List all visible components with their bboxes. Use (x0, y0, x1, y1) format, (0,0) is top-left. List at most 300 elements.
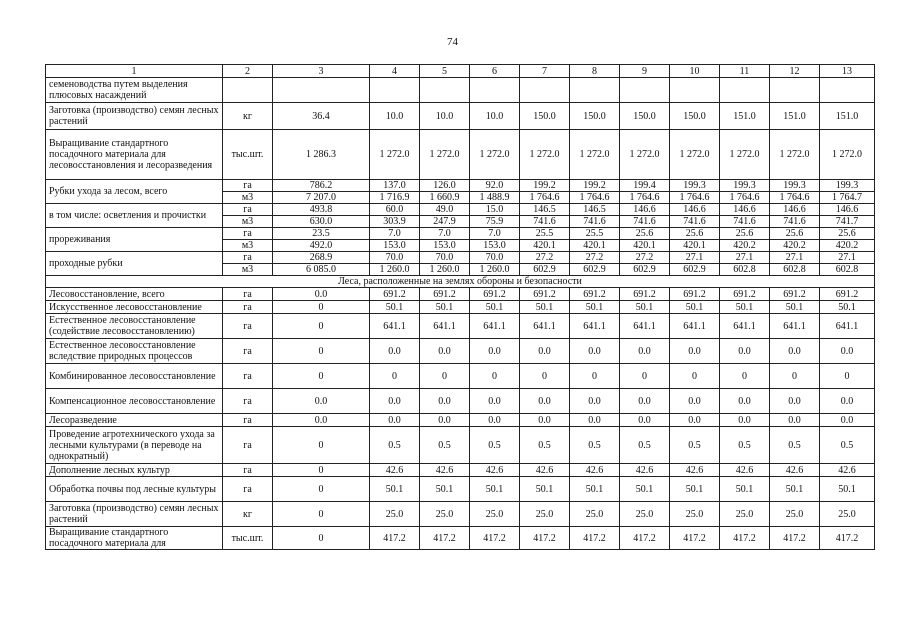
unit-cell: м3 (223, 240, 273, 252)
row-name-cell: Проведение агротехнического ухода за лесными культурами (в переводе на однократный) (46, 427, 223, 464)
column-number-cell: 9 (620, 65, 670, 78)
value-cell: 25.0 (620, 502, 670, 527)
value-cell: 1 272.0 (820, 130, 875, 180)
value-cell: 641.1 (520, 314, 570, 339)
value-cell: 0.0 (520, 339, 570, 364)
column-number-cell: 2 (223, 65, 273, 78)
value-cell: 25.5 (570, 228, 620, 240)
value-cell: 741.6 (520, 216, 570, 228)
value-cell: 1 272.0 (720, 130, 770, 180)
unit-cell: га (223, 427, 273, 464)
value-cell: 1 272.0 (370, 130, 420, 180)
value-cell: 150.0 (620, 103, 670, 130)
value-cell: 0 (520, 364, 570, 389)
value-cell: 641.1 (370, 314, 420, 339)
value-cell (370, 78, 420, 103)
value-cell: 0.5 (420, 427, 470, 464)
value-cell: 417.2 (670, 527, 720, 550)
unit-cell: га (223, 477, 273, 502)
value-cell: 50.1 (420, 301, 470, 314)
value-cell: 0 (273, 527, 370, 550)
forest-plan-table (45, 64, 875, 550)
row-name-cell: Заготовка (производство) семян лесных растений (46, 103, 223, 130)
value-cell: 1 764.6 (670, 192, 720, 204)
value-cell: 27.1 (670, 252, 720, 264)
value-cell: 25.6 (670, 228, 720, 240)
row-name-cell: Лесоразведение (46, 414, 223, 427)
value-cell: 0.0 (570, 414, 620, 427)
value-cell: 50.1 (570, 301, 620, 314)
value-cell: 25.0 (820, 502, 875, 527)
value-cell: 417.2 (820, 527, 875, 550)
value-cell: 50.1 (570, 477, 620, 502)
value-cell: 691.2 (620, 288, 670, 301)
unit-cell: га (223, 180, 273, 192)
value-cell: 691.2 (420, 288, 470, 301)
value-cell: 420.2 (720, 240, 770, 252)
value-cell: 247.9 (420, 216, 470, 228)
row-name-cell: Выращивание стандартного посадочного материала для (46, 527, 223, 550)
value-cell: 42.6 (770, 464, 820, 477)
value-cell: 417.2 (370, 527, 420, 550)
section-title: Леса, расположенные на землях обороны и безопасности (46, 276, 875, 288)
value-cell: 602.9 (520, 264, 570, 276)
value-cell: 42.6 (370, 464, 420, 477)
value-cell: 6 085.0 (273, 264, 370, 276)
value-cell: 0.0 (273, 389, 370, 414)
unit-cell: га (223, 339, 273, 364)
value-cell: 741.7 (820, 216, 875, 228)
value-cell: 0 (273, 502, 370, 527)
value-cell: 0.0 (820, 339, 875, 364)
value-cell: 25.0 (420, 502, 470, 527)
value-cell: 0 (273, 301, 370, 314)
table-row (46, 180, 875, 192)
table-row (46, 301, 875, 314)
value-cell (520, 78, 570, 103)
value-cell: 153.0 (420, 240, 470, 252)
value-cell: 493.8 (273, 204, 370, 216)
value-cell: 741.6 (770, 216, 820, 228)
unit-cell: га (223, 301, 273, 314)
row-name-cell: Естественное лесовосстановление вследствие природных процессов (46, 339, 223, 364)
table-row (46, 527, 875, 550)
value-cell: 0 (670, 364, 720, 389)
unit-cell (223, 78, 273, 103)
value-cell: 153.0 (370, 240, 420, 252)
value-cell: 199.3 (670, 180, 720, 192)
value-cell: 420.1 (620, 240, 670, 252)
unit-cell: га (223, 364, 273, 389)
value-cell: 1 272.0 (470, 130, 520, 180)
value-cell: 417.2 (420, 527, 470, 550)
value-cell: 786.2 (273, 180, 370, 192)
value-cell: 25.6 (620, 228, 670, 240)
value-cell: 50.1 (820, 477, 875, 502)
table-row (46, 228, 875, 240)
value-cell: 0.5 (620, 427, 670, 464)
value-cell: 23.5 (273, 228, 370, 240)
unit-cell: га (223, 228, 273, 240)
value-cell: 602.8 (770, 264, 820, 276)
value-cell: 1 764.6 (570, 192, 620, 204)
value-cell: 602.9 (670, 264, 720, 276)
column-number-cell: 8 (570, 65, 620, 78)
value-cell: 0.0 (420, 414, 470, 427)
value-cell (273, 78, 370, 103)
header-row (46, 65, 875, 78)
value-cell: 1 272.0 (520, 130, 570, 180)
value-cell: 50.1 (470, 301, 520, 314)
value-cell: 0.0 (670, 339, 720, 364)
table-row (46, 389, 875, 414)
value-cell: 1 716.9 (370, 192, 420, 204)
value-cell: 1 764.7 (820, 192, 875, 204)
value-cell: 0 (820, 364, 875, 389)
value-cell: 0.0 (620, 339, 670, 364)
value-cell: 417.2 (570, 527, 620, 550)
value-cell: 420.1 (520, 240, 570, 252)
value-cell: 10.0 (370, 103, 420, 130)
value-cell: 70.0 (370, 252, 420, 264)
value-cell: 0.5 (720, 427, 770, 464)
value-cell: 0 (273, 477, 370, 502)
table-row (46, 130, 875, 180)
value-cell: 1 660.9 (420, 192, 470, 204)
row-name-cell: Выращивание стандартного посадочного материала для лесовосстановления и лесоразведения (46, 130, 223, 180)
value-cell: 417.2 (520, 527, 570, 550)
value-cell (620, 78, 670, 103)
table-row (46, 78, 875, 103)
column-number-cell: 3 (273, 65, 370, 78)
value-cell: 0 (570, 364, 620, 389)
column-number-cell: 10 (670, 65, 720, 78)
value-cell: 630.0 (273, 216, 370, 228)
value-cell: 0.0 (720, 389, 770, 414)
value-cell: 0 (720, 364, 770, 389)
value-cell: 741.6 (670, 216, 720, 228)
value-cell: 417.2 (470, 527, 520, 550)
value-cell: 150.0 (570, 103, 620, 130)
value-cell: 151.0 (720, 103, 770, 130)
row-name-cell: Лесовосстановление, всего (46, 288, 223, 301)
value-cell: 0.0 (273, 288, 370, 301)
column-number-cell: 1 (46, 65, 223, 78)
value-cell: 303.9 (370, 216, 420, 228)
value-cell: 49.0 (420, 204, 470, 216)
value-cell: 42.6 (620, 464, 670, 477)
column-number-cell: 13 (820, 65, 875, 78)
value-cell: 75.9 (470, 216, 520, 228)
value-cell: 0.0 (770, 414, 820, 427)
value-cell: 420.2 (820, 240, 875, 252)
value-cell: 25.0 (670, 502, 720, 527)
value-cell: 50.1 (620, 301, 670, 314)
value-cell: 602.8 (720, 264, 770, 276)
value-cell: 50.1 (370, 477, 420, 502)
unit-cell: м3 (223, 216, 273, 228)
value-cell: 0 (273, 314, 370, 339)
value-cell: 1 764.6 (520, 192, 570, 204)
value-cell: 0.0 (470, 414, 520, 427)
value-cell: 691.2 (470, 288, 520, 301)
value-cell: 7.0 (420, 228, 470, 240)
value-cell: 7.0 (470, 228, 520, 240)
value-cell (570, 78, 620, 103)
value-cell: 691.2 (370, 288, 420, 301)
value-cell: 641.1 (820, 314, 875, 339)
row-name-cell: Рубки ухода за лесом, всего (46, 180, 223, 204)
value-cell: 0.0 (470, 339, 520, 364)
unit-cell: га (223, 464, 273, 477)
column-number-cell: 4 (370, 65, 420, 78)
value-cell: 1 272.0 (570, 130, 620, 180)
value-cell: 60.0 (370, 204, 420, 216)
value-cell: 641.1 (570, 314, 620, 339)
value-cell: 0.0 (520, 389, 570, 414)
row-name-cell: семеноводства путем выделения плюсовых насаждений (46, 78, 223, 103)
value-cell: 0.0 (420, 389, 470, 414)
value-cell: 199.4 (620, 180, 670, 192)
unit-cell: га (223, 314, 273, 339)
value-cell: 0 (620, 364, 670, 389)
row-name-cell: Искусственное лесовосстановление (46, 301, 223, 314)
value-cell: 50.1 (670, 477, 720, 502)
value-cell: 1 272.0 (420, 130, 470, 180)
row-name-cell: Естественное лесовосстановление (содействие лесовосстановлению) (46, 314, 223, 339)
value-cell (670, 78, 720, 103)
value-cell: 27.2 (570, 252, 620, 264)
value-cell: 36.4 (273, 103, 370, 130)
value-cell: 602.8 (820, 264, 875, 276)
column-number-cell: 12 (770, 65, 820, 78)
section-row (46, 276, 875, 288)
value-cell: 146.6 (820, 204, 875, 216)
row-name-cell: прореживания (46, 228, 223, 252)
unit-cell: га (223, 288, 273, 301)
table-row (46, 339, 875, 364)
value-cell: 50.1 (720, 477, 770, 502)
value-cell: 1 764.6 (770, 192, 820, 204)
value-cell: 27.1 (770, 252, 820, 264)
value-cell: 15.0 (470, 204, 520, 216)
value-cell: 50.1 (620, 477, 670, 502)
value-cell: 25.5 (520, 228, 570, 240)
value-cell: 151.0 (770, 103, 820, 130)
row-name-cell: Заготовка (производство) семян лесных растений (46, 502, 223, 527)
row-name-cell: Обработка почвы под лесные культуры (46, 477, 223, 502)
value-cell: 0.0 (370, 414, 420, 427)
value-cell: 0.5 (570, 427, 620, 464)
value-cell: 420.2 (770, 240, 820, 252)
value-cell: 492.0 (273, 240, 370, 252)
value-cell: 50.1 (770, 301, 820, 314)
value-cell: 27.1 (720, 252, 770, 264)
value-cell: 641.1 (620, 314, 670, 339)
page-number: 74 (447, 36, 458, 48)
unit-cell: м3 (223, 192, 273, 204)
value-cell: 0.5 (670, 427, 720, 464)
value-cell: 126.0 (420, 180, 470, 192)
table-row (46, 204, 875, 216)
value-cell: 50.1 (370, 301, 420, 314)
value-cell: 0 (273, 339, 370, 364)
unit-cell: кг (223, 502, 273, 527)
value-cell: 691.2 (670, 288, 720, 301)
row-name-cell: проходные рубки (46, 252, 223, 276)
table-row (46, 464, 875, 477)
value-cell: 0.0 (670, 414, 720, 427)
row-name-cell: Дополнение лесных культур (46, 464, 223, 477)
value-cell: 42.6 (470, 464, 520, 477)
value-cell: 50.1 (520, 301, 570, 314)
value-cell: 25.0 (570, 502, 620, 527)
value-cell: 92.0 (470, 180, 520, 192)
value-cell: 0.5 (520, 427, 570, 464)
value-cell: 50.1 (670, 301, 720, 314)
value-cell: 0.0 (620, 389, 670, 414)
value-cell: 691.2 (820, 288, 875, 301)
table-row (46, 414, 875, 427)
value-cell: 199.2 (570, 180, 620, 192)
value-cell: 0.0 (720, 339, 770, 364)
value-cell: 0 (470, 364, 520, 389)
value-cell: 146.6 (720, 204, 770, 216)
value-cell: 1 260.0 (470, 264, 520, 276)
table-row (46, 502, 875, 527)
value-cell: 417.2 (720, 527, 770, 550)
value-cell: 146.6 (770, 204, 820, 216)
value-cell: 27.1 (820, 252, 875, 264)
value-cell: 1 286.3 (273, 130, 370, 180)
value-cell (470, 78, 520, 103)
value-cell: 25.6 (720, 228, 770, 240)
value-cell: 1 272.0 (620, 130, 670, 180)
value-cell: 146.5 (570, 204, 620, 216)
value-cell: 1 764.6 (620, 192, 670, 204)
value-cell: 420.1 (670, 240, 720, 252)
table-row (46, 288, 875, 301)
value-cell: 1 260.0 (370, 264, 420, 276)
value-cell: 691.2 (570, 288, 620, 301)
value-cell: 0 (273, 464, 370, 477)
value-cell: 0.0 (470, 389, 520, 414)
value-cell: 1 764.6 (720, 192, 770, 204)
value-cell: 641.1 (470, 314, 520, 339)
value-cell: 146.6 (670, 204, 720, 216)
column-number-cell: 11 (720, 65, 770, 78)
value-cell: 50.1 (770, 477, 820, 502)
value-cell: 50.1 (470, 477, 520, 502)
value-cell: 50.1 (820, 301, 875, 314)
value-cell: 25.6 (770, 228, 820, 240)
value-cell: 153.0 (470, 240, 520, 252)
value-cell: 25.0 (720, 502, 770, 527)
value-cell: 42.6 (570, 464, 620, 477)
value-cell (770, 78, 820, 103)
value-cell: 0 (370, 364, 420, 389)
value-cell: 50.1 (520, 477, 570, 502)
value-cell: 70.0 (470, 252, 520, 264)
value-cell: 420.1 (570, 240, 620, 252)
value-cell: 10.0 (470, 103, 520, 130)
value-cell (720, 78, 770, 103)
value-cell: 42.6 (520, 464, 570, 477)
value-cell: 691.2 (520, 288, 570, 301)
unit-cell: м3 (223, 264, 273, 276)
value-cell: 1 260.0 (420, 264, 470, 276)
unit-cell: тыс.шт. (223, 527, 273, 550)
column-number-cell: 5 (420, 65, 470, 78)
value-cell: 199.3 (770, 180, 820, 192)
unit-cell: га (223, 252, 273, 264)
value-cell: 10.0 (420, 103, 470, 130)
value-cell (420, 78, 470, 103)
value-cell: 641.1 (420, 314, 470, 339)
value-cell: 0.0 (770, 339, 820, 364)
value-cell: 25.0 (470, 502, 520, 527)
row-name-cell: Комбинированное лесовосстановление (46, 364, 223, 389)
table-row (46, 477, 875, 502)
value-cell: 417.2 (620, 527, 670, 550)
value-cell: 150.0 (520, 103, 570, 130)
value-cell: 602.9 (620, 264, 670, 276)
value-cell: 741.6 (570, 216, 620, 228)
value-cell: 1 488.9 (470, 192, 520, 204)
value-cell: 42.6 (720, 464, 770, 477)
value-cell: 0.0 (520, 414, 570, 427)
column-number-cell: 7 (520, 65, 570, 78)
value-cell: 199.2 (520, 180, 570, 192)
value-cell: 0.0 (720, 414, 770, 427)
value-cell: 0.5 (470, 427, 520, 464)
value-cell: 641.1 (770, 314, 820, 339)
value-cell: 0.0 (670, 389, 720, 414)
row-name-cell: в том числе: осветления и прочистки (46, 204, 223, 228)
row-name-cell: Компенсационное лесовосстановление (46, 389, 223, 414)
value-cell: 0.0 (420, 339, 470, 364)
value-cell: 0.0 (820, 414, 875, 427)
value-cell: 602.9 (570, 264, 620, 276)
unit-cell: кг (223, 103, 273, 130)
value-cell: 741.6 (720, 216, 770, 228)
value-cell: 146.6 (620, 204, 670, 216)
value-cell: 0 (770, 364, 820, 389)
unit-cell: тыс.шт. (223, 130, 273, 180)
value-cell: 0 (273, 364, 370, 389)
value-cell: 27.2 (620, 252, 670, 264)
value-cell: 691.2 (770, 288, 820, 301)
value-cell: 27.2 (520, 252, 570, 264)
value-cell: 150.0 (670, 103, 720, 130)
unit-cell: га (223, 389, 273, 414)
column-number-cell: 6 (470, 65, 520, 78)
table-row (46, 252, 875, 264)
value-cell: 25.0 (370, 502, 420, 527)
value-cell: 199.3 (720, 180, 770, 192)
value-cell (820, 78, 875, 103)
table-row (46, 427, 875, 464)
value-cell: 42.6 (820, 464, 875, 477)
value-cell: 7 207.0 (273, 192, 370, 204)
value-cell: 0.0 (273, 414, 370, 427)
table-row (46, 364, 875, 389)
value-cell: 0.5 (820, 427, 875, 464)
value-cell: 199.3 (820, 180, 875, 192)
value-cell: 0.0 (820, 389, 875, 414)
unit-cell: га (223, 204, 273, 216)
value-cell: 137.0 (370, 180, 420, 192)
